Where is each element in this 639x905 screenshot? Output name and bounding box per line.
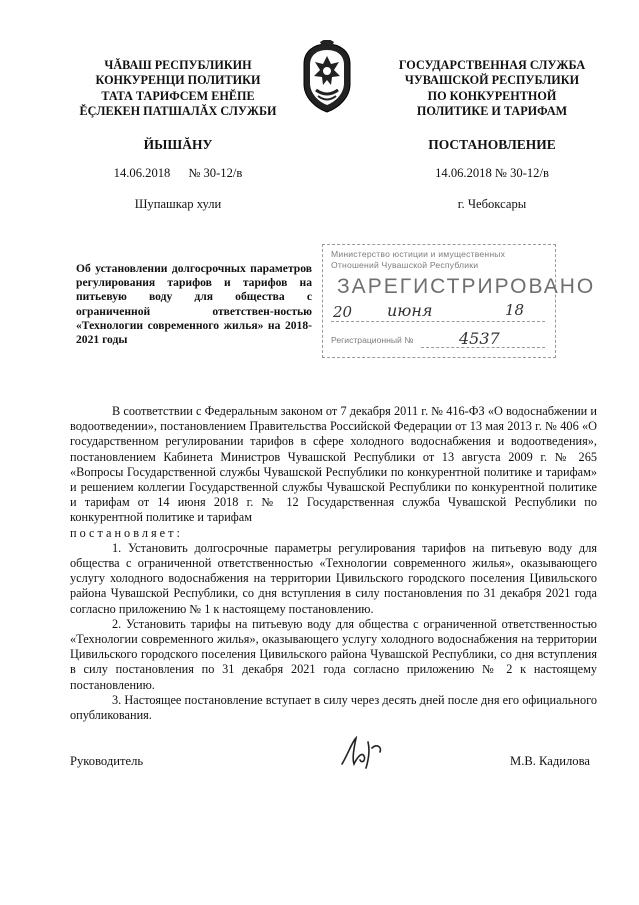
body-intro: В соответствии с Федеральным законом от 7 декабря 2011 г. № 416-ФЗ «О водоснабжении и водоотведении», постановлением Правительства Российской Федерации от 13 мая 2013 г. № 406 «О государственном регулировании тарифов в сфере холодного водоснабжения и водоотведения», постановлением Кабинета Министров Чувашской Республики от 13 августа 2009 г. № 265 «Вопросы Государственной службы Чувашской Республики по конкурентной политике и тарифам» и решением коллегии Государственной службы Чувашской Республики по конкурентной политике и тарифам от 14 июня 2018 г. № 12 Государственная служба Чувашской Республики по конкурентной политике и тарифам — [70, 404, 597, 525]
body-decree-word: постановляет: — [70, 525, 183, 540]
header-left-line: КОНКУРЕНЦИ ПОЛИТИКИ — [95, 73, 261, 88]
registration-stamp — [322, 244, 596, 358]
body-item-1: 1. Установить долгосрочные параметры регулирования тарифов на питьевую воду для общества с ограниченной ответственностью «Технологии современного жилья», оказывающего услугу холодного водоснабжения на территории Цивильского городского поселения Цивильского района Чувашской Республики, со дня вступления в силу постановления по 31 декабря 2021 года согласно приложению № 1 к настоящему постановлению. — [70, 540, 597, 616]
header-chuvash-title — [58, 58, 298, 120]
body-item-3: 3. Настоящее постановление вступает в силу через десять дней после дня его официального опубликования. — [70, 692, 597, 723]
stamp-registered: ЗАРЕГИСТРИРОВАНО — [337, 275, 596, 298]
header-left-line: ĔÇЛЕКЕН ПАТШАЛĂХ СЛУЖБИ — [79, 104, 277, 119]
header-left-line: ЧĂВАШ РЕСПУБЛИКИН — [104, 58, 252, 72]
header-right-line: ПОЛИТИКЕ И ТАРИФАМ — [416, 104, 568, 119]
stamp-republic-line: Отношений Чувашской Республики — [331, 260, 479, 270]
city-chuvash: Шупашкар хули — [134, 197, 222, 211]
header-russian-title — [372, 58, 612, 120]
doc-type-chuvash: ЙЫШĂНУ — [143, 137, 213, 152]
doc-type-russian: ПОСТАНОВЛЕНИЕ — [428, 137, 556, 152]
body-item-2: 2. Установить тарифы на питьевую воду для общества с ограниченной ответственностью «Технологии современного жилья», оказывающего услугу холодного водоснабжения на территории Цивильского городского поселения Цивильского района Чувашской Республики, со дня вступления в силу постановления по 31 декабря 2021 года согласно приложению № 2 к настоящему постановлению. — [70, 616, 597, 692]
stamp-reg-number: 4537 — [459, 329, 500, 348]
stamp-date-underline — [331, 321, 545, 322]
handwritten-signature-icon — [338, 734, 386, 772]
header-left-line: ТАТА ТАРИФСЕМ ЕНĔПЕ — [101, 88, 255, 103]
header-right-line: ЧУВАШСКОЙ РЕСПУБЛИКИ — [404, 73, 580, 88]
doc-date: 14.06.2018 — [113, 166, 171, 180]
dateline-left — [58, 166, 298, 181]
stamp-month: июня — [387, 301, 433, 320]
dateline-right: 14.06.2018 № 30-12/в — [435, 166, 549, 180]
signer-role: Руководитель — [70, 754, 144, 768]
document-subject: Об установлении долгосрочных параметров регулирования тарифов и тарифов на питьевую воду для общества с ограниченной ответствен-ностью «Технологии современного жилья» на 2018-2021 годы — [76, 262, 312, 347]
stamp-year: 18 — [505, 301, 525, 319]
doc-number: № 30-12/в — [188, 166, 243, 180]
city-russian: г. Чебоксары — [457, 197, 527, 211]
header-right-line: ГОСУДАРСТВЕННАЯ СЛУЖБА — [398, 58, 586, 72]
stamp-reg-label: Регистрационный № — [331, 335, 414, 345]
document-body — [70, 404, 597, 723]
chuvash-emblem-icon — [298, 40, 356, 116]
signer-name: М.В. Кадилова — [510, 754, 590, 768]
stamp-day: 20 — [333, 303, 353, 321]
stamp-ministry-line: Министерство юстиции и имущественных — [331, 249, 506, 259]
stamp-number-underline — [421, 347, 545, 348]
header-right-line: ПО КОНКУРЕНТНОЙ — [427, 88, 557, 103]
